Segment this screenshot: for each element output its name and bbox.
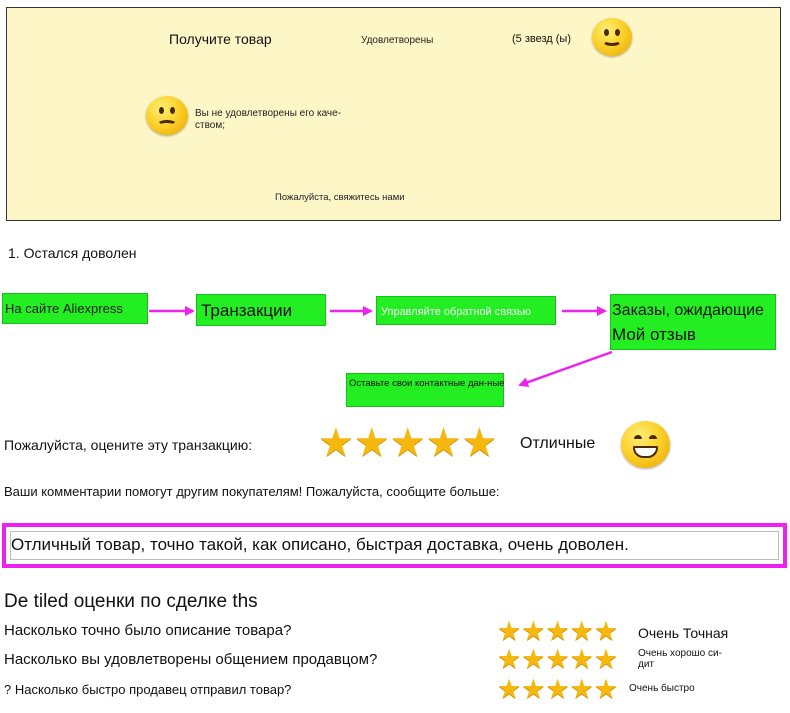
star-icon[interactable]: ★ <box>593 616 619 646</box>
star-icon[interactable]: ★ <box>425 421 462 465</box>
detailed-label-1: Очень Точная <box>638 625 729 641</box>
step-leave-contacts-label: Оставьте свои контактные дан-ные <box>349 378 505 389</box>
star-icon[interactable]: ★ <box>569 616 594 646</box>
comment-prompt: Ваши комментарии помогут другим покупателям! Пожалуйста, сообщите больше: <box>4 484 500 499</box>
flow-contact-label: Пожалуйста, свяжитесь нами <box>275 192 405 203</box>
arrow-step4-to-contacts <box>520 352 612 385</box>
rating-label: Отличные <box>520 435 596 452</box>
star-icon[interactable]: ★ <box>461 421 498 465</box>
step-transactions-label: Транзакции <box>201 301 293 320</box>
flow-five-stars-label: (5 звезд (ы) <box>512 33 571 45</box>
step-orders-awaiting-line1: Заказы, ожидающие <box>612 302 764 319</box>
step-transactions <box>196 294 326 326</box>
star-icon[interactable]: ★ <box>545 674 570 704</box>
rate-prompt: Пожалуйста, оцените эту транзакцию: <box>4 437 253 453</box>
star-icon[interactable]: ★ <box>497 674 522 704</box>
detailed-question-1: Насколько точно было описание товара? <box>4 622 292 639</box>
star-icon[interactable]: ★ <box>593 674 619 704</box>
star-icon[interactable]: ★ <box>497 644 522 674</box>
step-aliexpress-site <box>2 293 148 324</box>
star-icon[interactable]: ★ <box>521 644 546 674</box>
detailed-question-3: ? Насколько быстро продавец отправил товар? <box>4 682 292 697</box>
detailed-question-2: Насколько вы удовлетворены общением продавцом? <box>4 651 378 668</box>
star-icon[interactable]: ★ <box>569 674 594 704</box>
star-icon[interactable]: ★ <box>389 421 426 465</box>
detailed-ratings-title: De tiled оценки по сделке ths <box>4 591 258 612</box>
star-icon[interactable]: ★ <box>353 421 390 465</box>
step-orders-awaiting-line2: Мой отзыв <box>612 325 696 344</box>
detailed-stars-1[interactable] <box>497 616 618 646</box>
step-aliexpress-site-label: На сайте Aliexpress <box>5 301 123 316</box>
star-icon[interactable]: ★ <box>521 674 546 704</box>
feedback-text: Отличный товар, точно такой, как описано, быстрая доставка, очень доволен. <box>11 535 629 554</box>
detailed-stars-2[interactable] <box>497 644 618 674</box>
star-icon[interactable]: ★ <box>593 644 619 674</box>
main-rating-stars[interactable] <box>318 420 497 466</box>
detailed-label-2: Очень хорошо си-дит <box>638 648 722 670</box>
step-manage-feedback <box>376 296 556 325</box>
star-icon[interactable]: ★ <box>521 616 546 646</box>
flow-receive-label: Получите товар <box>169 31 272 47</box>
feedback-textbox[interactable] <box>2 523 787 568</box>
detailed-label-3: Очень быстро <box>629 683 695 694</box>
happy-smiley-icon <box>592 18 632 56</box>
step-leave-contacts <box>346 373 504 407</box>
step-orders-awaiting <box>610 294 776 350</box>
star-icon[interactable]: ★ <box>545 644 570 674</box>
flow-satisfied-label: Удовлетворены <box>361 35 434 46</box>
step-heading: 1. Остался доволен <box>8 245 137 261</box>
star-icon[interactable]: ★ <box>545 616 570 646</box>
star-icon[interactable]: ★ <box>569 644 594 674</box>
step-manage-feedback-label: Управляйте обратной связью <box>381 306 531 318</box>
detailed-stars-3[interactable] <box>497 674 618 704</box>
star-icon[interactable]: ★ <box>318 421 354 465</box>
flow-dissatisfied-label: Вы не удовлетворены его каче-ством; <box>195 108 342 131</box>
sad-smiley-icon <box>146 96 188 135</box>
grin-smiley-icon <box>621 421 670 468</box>
star-icon[interactable]: ★ <box>497 616 522 646</box>
